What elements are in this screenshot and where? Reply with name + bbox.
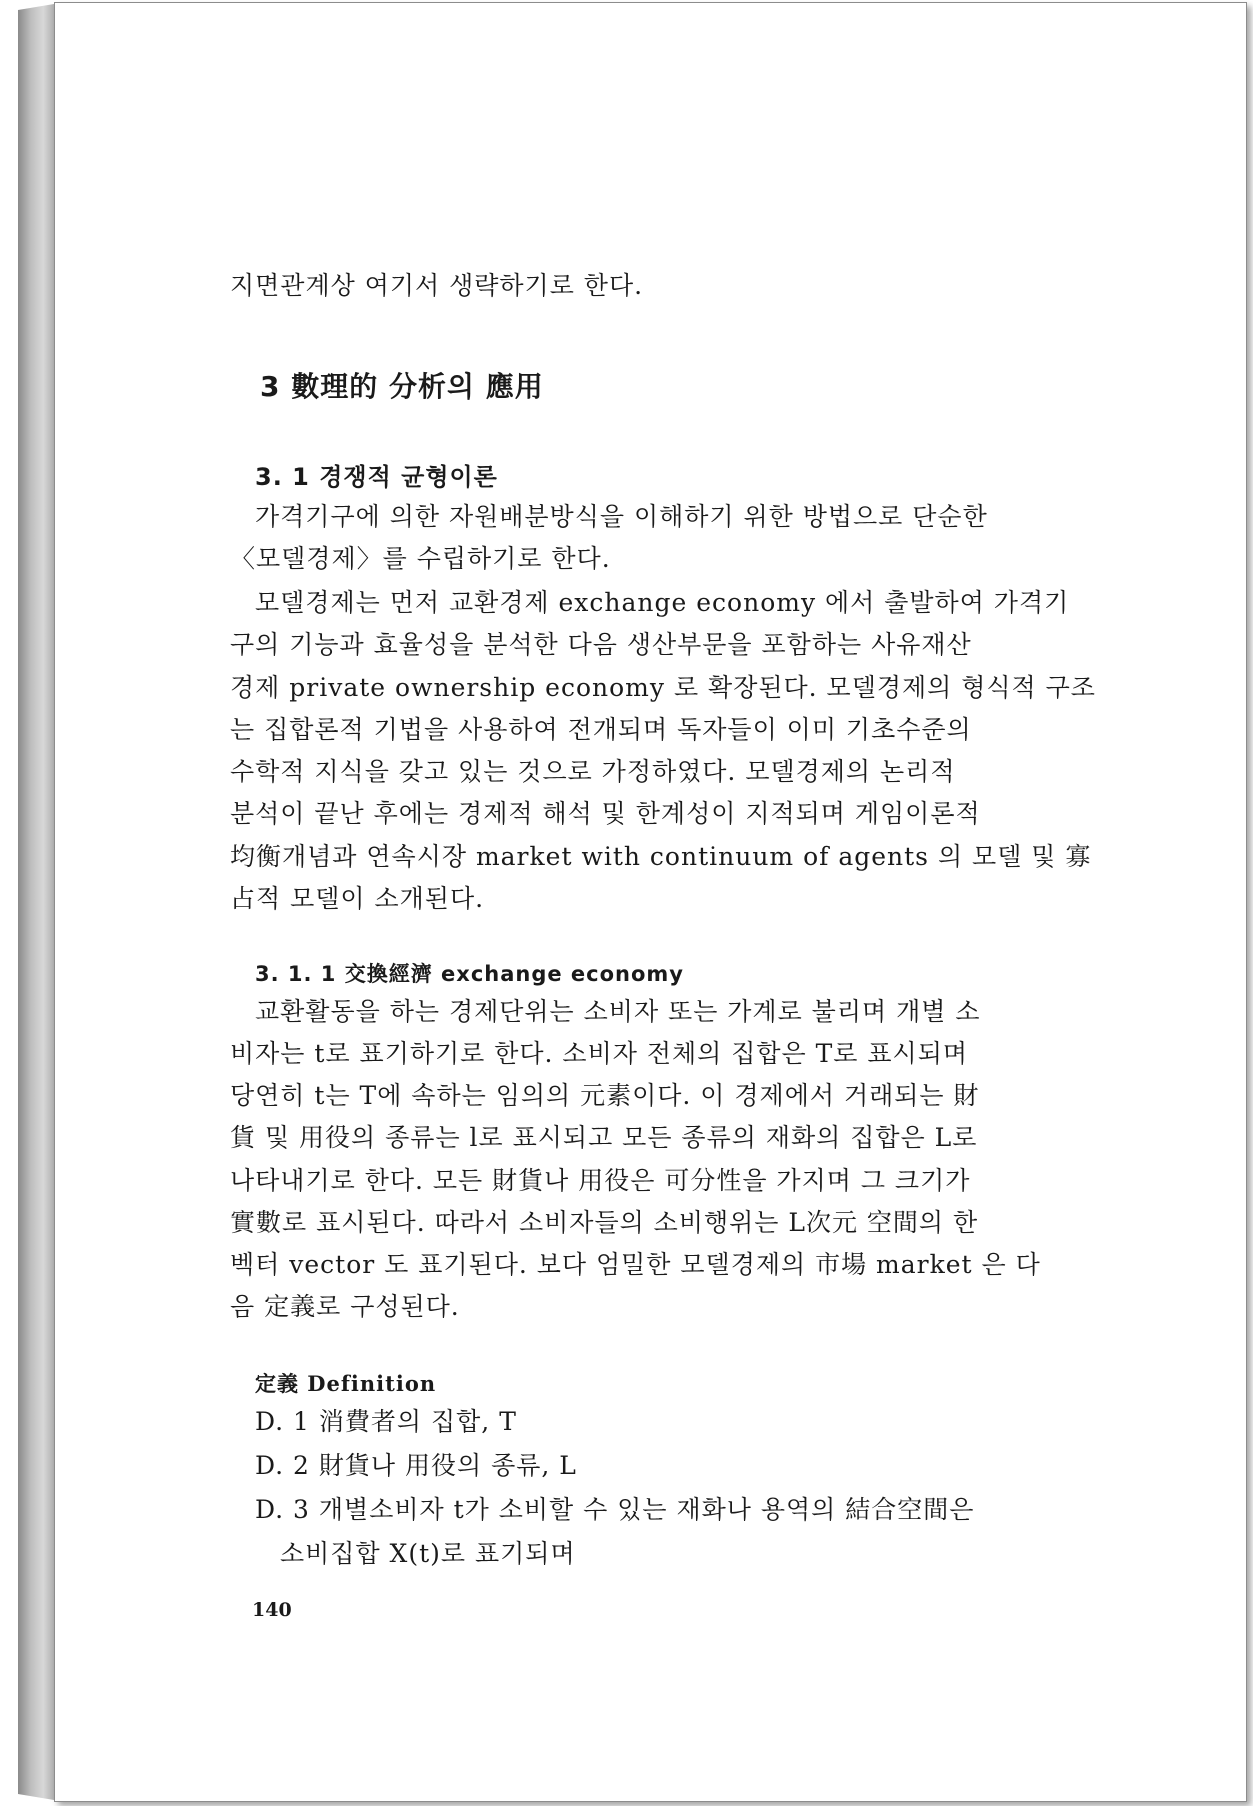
para3-line-4: 貨 및 用役의 종류는 l로 표시되고 모든 종류의 재화의 집합은 L로 — [230, 1123, 978, 1152]
subsection-title: 3. 1 경쟁적 균형이론 — [255, 463, 498, 491]
page-number: 140 — [252, 1599, 292, 1621]
para2-line-3: 경제 private ownership economy 로 확장된다. 모델경제의 형식적 구조 — [230, 673, 1096, 702]
para3-line-5: 나타내기로 한다. 모든 財貨나 用役은 可分性을 가지며 그 크기가 — [230, 1166, 971, 1195]
para3-line-2: 비자는 t로 표기하기로 한다. 소비자 전체의 집합은 T로 표시되며 — [230, 1039, 968, 1068]
para3-line-3: 당연히 t는 T에 속하는 임의의 元素이다. 이 경제에서 거래되는 財 — [230, 1081, 980, 1110]
page — [54, 2, 1247, 1802]
para2-line-4: 는 집합론적 기법을 사용하여 전개되며 독자들이 이미 기초수준의 — [230, 715, 972, 744]
definition-d2: D. 2 財貨나 用役의 종류, L — [255, 1451, 577, 1480]
definition-d1: D. 1 消費者의 집합, T — [255, 1407, 517, 1436]
para2-line-7: 均衡개념과 연속시장 market with continuum of agents 의 모델 및 寡 — [230, 842, 1092, 871]
para2-line-2: 구의 기능과 효율성을 분석한 다음 생산부문을 포함하는 사유재산 — [230, 630, 972, 659]
book-spine — [18, 4, 54, 1800]
section-title: 3 數理的 分析의 應用 — [260, 370, 544, 403]
para3-line-7: 벡터 vector 도 표기된다. 보다 엄밀한 모델경제의 市場 market 은 다 — [230, 1250, 1041, 1279]
para3-line-6: 實數로 표시된다. 따라서 소비자들의 소비행위는 L次元 空間의 한 — [230, 1208, 979, 1237]
continued-line: 지면관계상 여기서 생략하기로 한다. — [230, 271, 644, 300]
para2-line-5: 수학적 지식을 갖고 있는 것으로 가정하였다. 모델경제의 논리적 — [230, 757, 956, 786]
para1-line-2: 〈모델경제〉를 수립하기로 한다. — [230, 544, 611, 573]
para3-line-8: 음 定義로 구성된다. — [230, 1292, 460, 1321]
para3-line-1: 교환활동을 하는 경제단위는 소비자 또는 가계로 불리며 개별 소 — [255, 997, 981, 1026]
para2-line-6: 분석이 끝난 후에는 경제적 해석 및 한계성이 지적되며 게임이론적 — [230, 799, 981, 828]
definition-d3: D. 3 개별소비자 t가 소비할 수 있는 재화나 용역의 結合空間은 — [255, 1495, 975, 1524]
definition-d3-cont: 소비집합 X(t)로 표기되며 — [280, 1539, 576, 1568]
para1-line-1: 가격기구에 의한 자원배분방식을 이해하기 위한 방법으로 단순한 — [255, 502, 988, 531]
para2-line-8: 占적 모델이 소개된다. — [230, 884, 485, 913]
subsubsection-title: 3. 1. 1 交換經濟 exchange economy — [255, 962, 684, 986]
definition-title: 定義 Definition — [255, 1371, 437, 1396]
para2-line-1: 모델경제는 먼저 교환경제 exchange economy 에서 출발하여 가격기 — [255, 588, 1070, 617]
